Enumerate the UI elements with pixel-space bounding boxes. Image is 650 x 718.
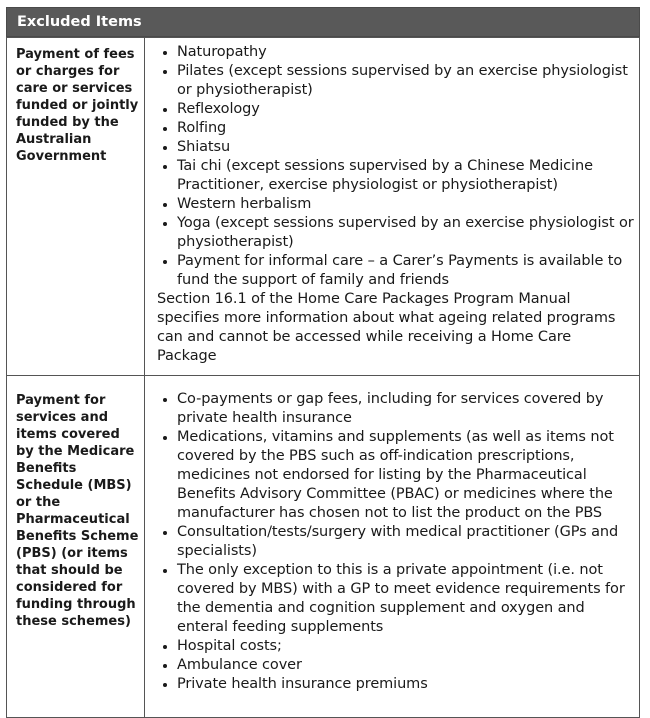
- list-item: • Medications, vitamins and supplements (as well as items not covered by the PBS such as off-indication prescriptions, medicines not endorsed for listing by the Pharmaceutical Benefits Advisory Committee (PBAC) or medicines where the manufacturer has chosen not to list the product on the PBS: [177, 428, 635, 523]
- list-item: • Reflexology: [177, 100, 635, 119]
- table-header: Excluded Items: [6, 7, 640, 37]
- list-item: • Ambulance cover: [177, 656, 635, 675]
- list-item: • Shiatsu: [177, 138, 635, 157]
- list-item: • Yoga (except sessions supervised by an exercise physiologist or physiotherapist): [177, 214, 635, 252]
- excluded-items-table: [6, 7, 640, 718]
- list-item: • Western herbalism: [177, 195, 635, 214]
- list-item: • Payment for informal care – a Carer’s Payments is available to fund the support of family and friends: [177, 252, 635, 290]
- list-item: • Private health insurance premiums: [177, 675, 635, 694]
- list-item: • The only exception to this is a private appointment (i.e. not covered by MBS) with a GP to meet evidence requirements for the dementia and cognition supplement and oxygen and enteral feeding supplements: [177, 561, 635, 637]
- list-item: • Hospital costs;: [177, 637, 635, 656]
- category-cell: Payment for services and items covered by the Medicare Benefits Schedule (MBS) or the Pharmaceutical Benefits Scheme (PBS) (or items that should be considered for funding through these schemes): [7, 376, 145, 718]
- list-item: • Pilates (except sessions supervised by an exercise physiologist or physiotherapist): [177, 62, 635, 100]
- manual-note: Section 16.1 of the Home Care Packages Program Manual specifies more information about what ageing related programs can and cannot be accessed while receiving a Home Care Package: [157, 291, 616, 364]
- items-cell: [145, 38, 640, 376]
- table-body: [6, 37, 640, 718]
- items-cell: [145, 376, 640, 718]
- items-list: [157, 43, 635, 290]
- list-item: • Naturopathy: [177, 43, 635, 62]
- table-row: [7, 38, 640, 376]
- category-cell: Payment of fees or charges for care or services funded or jointly funded by the Australian Government: [7, 38, 145, 376]
- list-item: • Tai chi (except sessions supervised by a Chinese Medicine Practitioner, exercise physiologist or physiotherapist): [177, 157, 635, 195]
- list-item: • Co-payments or gap fees, including for services covered by private health insurance: [177, 390, 635, 428]
- list-item: • Consultation/tests/surgery with medical practitioner (GPs and specialists): [177, 523, 635, 561]
- items-list: [157, 390, 635, 694]
- table-row: [7, 376, 640, 718]
- list-item: • Rolfing: [177, 119, 635, 138]
